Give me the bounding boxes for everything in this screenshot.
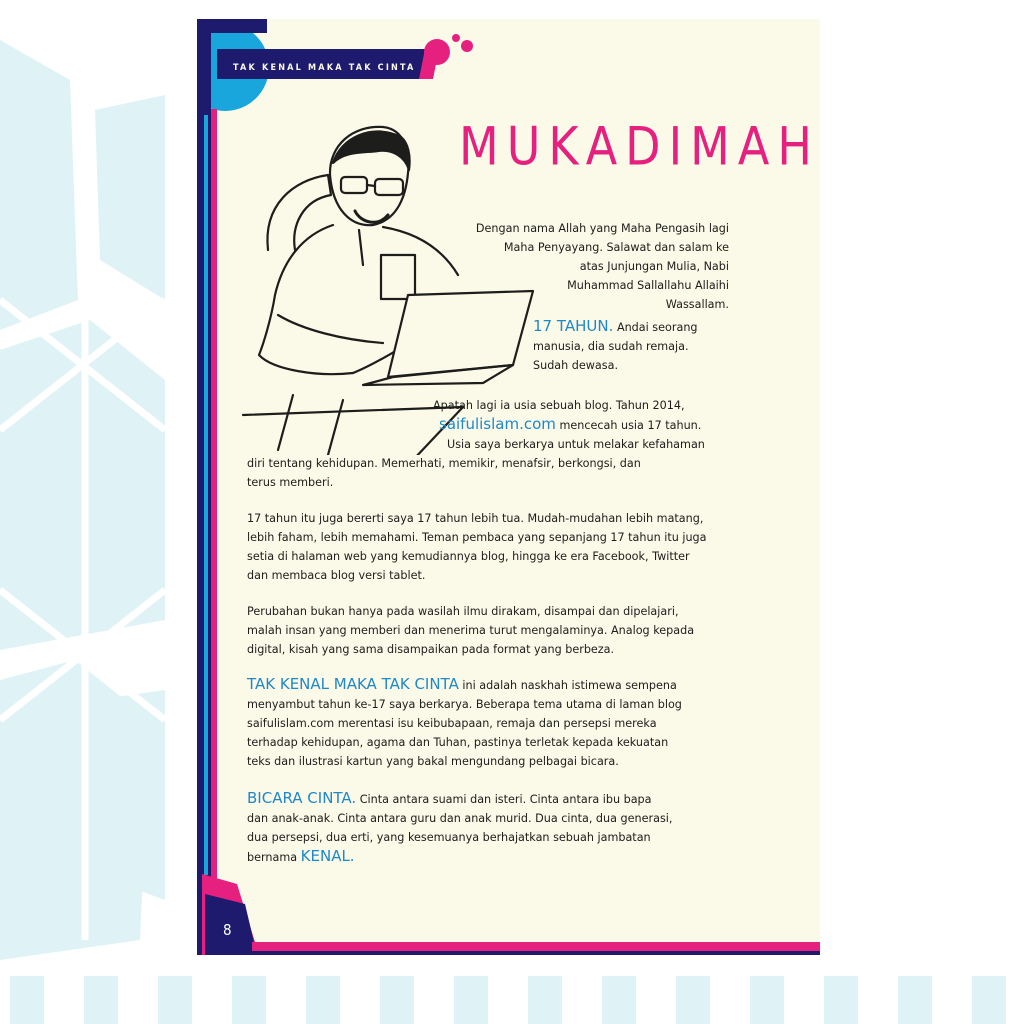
intro-paragraph: Dengan nama Allah yang Maha Pengasih lagi Maha Penyayang. Salawat dan salam ke atas Junjungan Mulia, Nabi Muhammad Sallallahu Allaihi Wassallam. (475, 222, 729, 311)
running-header: TAK KENAL MAKA TAK CINTA (233, 63, 416, 73)
highlight-bicara-cinta: BICARA CINTA. (247, 789, 357, 807)
paragraph-blog: Apatah lagi ia usia sebuah blog. Tahun 2014, saifulislam.com mencecah usia 17 tahun. Usia saya berkarya untuk melakar kefahaman diri tentang kehidupan. Memerhati, memikir, menafsir, berkongsi, dan terus memberi. (247, 399, 705, 489)
page-number: 8 (223, 921, 232, 939)
highlight-book-title: TAK KENAL MAKA TAK CINTA (247, 675, 459, 693)
paragraph-change: Perubahan bukan hanya pada wasilah ilmu dirakam, disampai dan dipelajari, malah insan yang memberi dan menerima turut mengalaminya. Analog kepada digital, kisah yang sama disampaikan pada format yang berbeza. (247, 605, 695, 656)
page-title: MUKADIMAH (459, 115, 820, 178)
paragraph-bicara-cinta: BICARA CINTA. Cinta antara suami dan isteri. Cinta antara ibu bapa dan anak-anak. Cinta antara guru dan anak murid. Dua cinta, dua generasi, dua persepsi, dua erti, yang kesemuanya berhajatkan sebuah jambatan bernama KENAL. (247, 789, 673, 865)
highlight-17-tahun: 17 TAHUN. (533, 317, 614, 335)
highlight-kenal: KENAL. (300, 847, 355, 865)
paragraph-older: 17 tahun itu juga bererti saya 17 tahun lebih tua. Mudah-mudahan lebih matang, lebih faham, lebih memahami. Teman pembaca yang sepanjang 17 tahun itu juga setia di halaman web yang kemudiannya blog, hingga ke era Facebook, Twitter dan membaca blog versi tablet. (247, 512, 707, 582)
book-page (197, 19, 820, 955)
paragraph-book: TAK KENAL MAKA TAK CINTA ini adalah naskhah istimewa sempena menyambut tahun ke-17 saya berkarya. Beberapa tema utama di laman blog saifulislam.com merentasi isu keibubapaan, remaja dan persepsi mereka terhadap kehidupan, agama dan Tuhan, pastinya terletak kepada kekuatan teks dan ilustrasi kartun yang bakal mengundang pelbagai bicara. (247, 675, 682, 768)
site-name: saifulislam.com (439, 415, 556, 433)
paragraph-17-tahun: 17 TAHUN. Andai seorang manusia, dia sudah remaja. Sudah dewasa. (533, 317, 698, 372)
